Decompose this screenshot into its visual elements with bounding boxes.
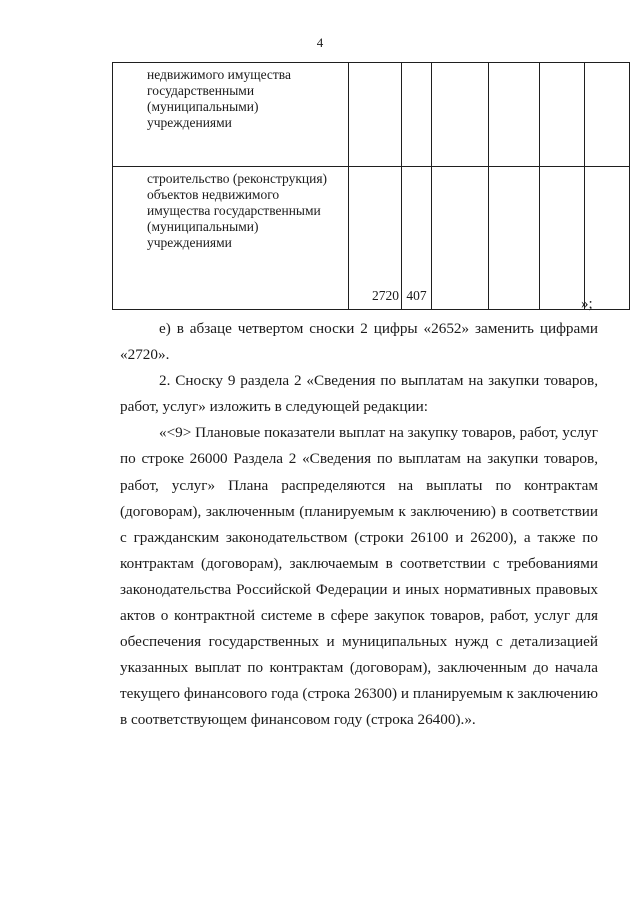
table-cell [432, 167, 489, 310]
table-cell [585, 167, 630, 310]
row-label: недвижимого имущества государственными (муниципальными) учреждениями [113, 63, 349, 167]
table-row [113, 63, 630, 167]
continuation-table [112, 62, 630, 310]
table-cell [349, 63, 402, 167]
table-cell: 407 [402, 167, 432, 310]
row-label: строительство (реконструкция) объектов недвижимого имущества государственными (муниципальными) учреждениями [113, 167, 349, 310]
table-cell [489, 63, 540, 167]
table-cell [432, 63, 489, 167]
table-cell [585, 63, 630, 167]
table-cell [402, 63, 432, 167]
table-cell [489, 167, 540, 310]
table-cell [540, 167, 585, 310]
paragraph-item-2: 2. Сноску 9 раздела 2 «Сведения по выплатам на закупки товаров, работ, услуг» изложить в следующей редакции: [120, 372, 598, 416]
paragraph-footnote-9: «<9> Плановые показатели выплат на закупку товаров, работ, услуг по строке 26000 Раздела 2 «Сведения по выплатам на закупки товаров, работ, услуг» Плана распределяются на выплаты по контрактам (договорам), заключенным (планируемым к заключению) в соответствии с гражданским законодательством (строки 26100 и 26200), а также по контрактам (договорам), заключаемым в соответствии с требованиями законодательства Российской Федерации и иных нормативных правовых актов о контрактной системе в сфере закупок товаров, работ, услуг для обеспечения государственных и муниципальных нужд с детализацией указанных выплат по контрактам (договорам), заключенным до начала текущего финансового года (строка 26300) и планируемым к заключению в соответствующем финансовом году (строка 26400).». [120, 424, 598, 729]
page-number: 4 [316, 35, 324, 50]
body-text [120, 316, 598, 734]
table-cell [540, 63, 585, 167]
table-cell: 2720 [349, 167, 402, 310]
table-closing-quote: »; [581, 296, 593, 312]
table-row [113, 167, 630, 310]
paragraph-amendment-e: е) в абзаце четвертом сноски 2 цифры «2652» заменить цифрами «2720». [120, 320, 598, 364]
